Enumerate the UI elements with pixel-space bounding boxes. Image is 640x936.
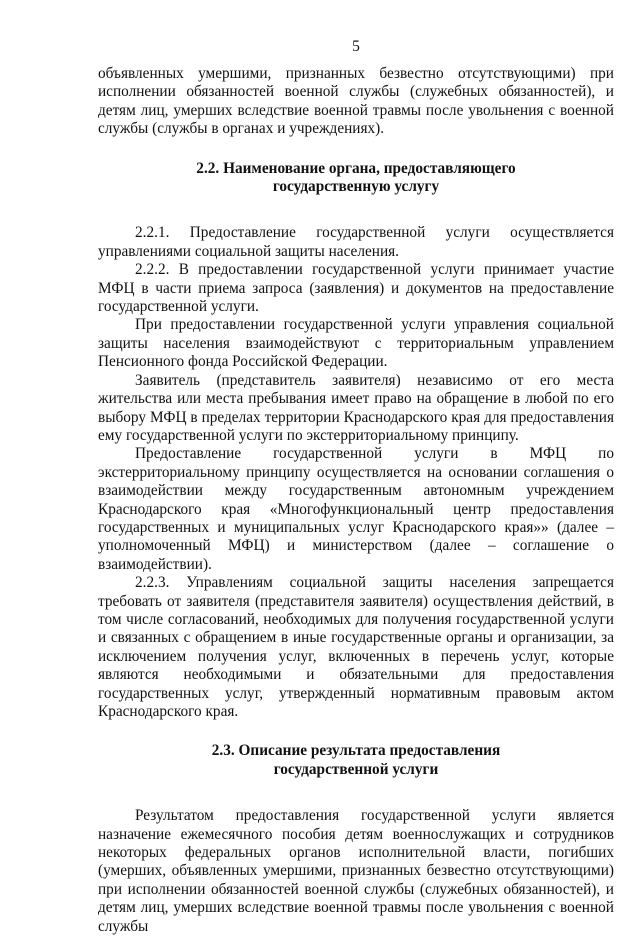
paragraph-2-2-1: 2.2.1. Предоставление государственной услуги осуществляется управлениями социальной защиты населения. <box>98 224 614 260</box>
paragraph-mfc-agreement: Предоставление государственной услуги в МФЦ по экстерриториальному принципу осуществляется на основании соглашения о взаимодействии между государственным автономным учреждением Краснодарского края «Многофункциональный центр предоставления государственных и муниципальных услуг Краснодарского края»» (далее – уполномоченный МФЦ) и министерством (далее – соглашение о взаимодействии). <box>98 445 614 573</box>
paragraph-2-2-2: 2.2.2. В предоставлении государственной услуги принимает участие МФЦ в части приема запроса (заявления) и документов на предоставление государственной услуги. <box>98 261 614 316</box>
intro-paragraph: объявленных умершими, признанных безвестно отсутствующими) при исполнении обязанностей военной службы (служебных обязанностей), и детям лиц, умерших вследствие военной травмы после увольнения с военной службы (службы в органах и учреждениях). <box>98 65 614 138</box>
paragraph-pension-fund: При предоставлении государственной услуги управления социальной защиты населения взаимодействуют с территориальным управлением Пенсионного фонда Российской Федерации. <box>98 316 614 371</box>
section-2-2-heading-line2: государственную услугу <box>272 178 440 196</box>
section-2-2-heading-line1: 2.2. Наименование органа, предоставляющего <box>196 159 516 177</box>
paragraph-2-2-3: 2.2.3. Управлениям социальной защиты населения запрещается требовать от заявителя (представителя заявителя) осуществления действий, в том числе согласований, необходимых для получения государственной услуги и связанных с обращением в иные государственные органы и организации, за исключением получения услуг, включенных в перечень услуг, которые являются необходимыми и обязательными для предоставления государственных услуг, утвержденный нормативным правовым актом Краснодарского края. <box>98 574 614 720</box>
page-number: 5 <box>352 38 360 55</box>
section-2-2-heading <box>98 160 614 197</box>
section-2-3-heading-line1: 2.3. Описание результата предоставления <box>211 742 501 760</box>
section-2-3-heading <box>98 742 614 779</box>
paragraph-applicant-right: Заявитель (представитель заявителя) независимо от его места жительства или места пребывания имеет право на обращение в любой по его выбору МФЦ в пределах территории Краснодарского края для предоставления ему государственной услуги по экстерриториальному принципу. <box>98 371 614 444</box>
paragraph-2-3-result: Результатом предоставления государственной услуги является назначение ежемесячного пособия детям военнослужащих и сотрудников некоторых федеральных органов исполнительной власти, погибших (умерших, объявленных умершими, признанных безвестно отсутствующими) при исполнении обязанностей военной службы (служебных обязанностей), и детям лиц, умерших вследствие военной травмы после увольнения с военной службы <box>98 807 614 935</box>
section-2-3-heading-line2: государственной услуги <box>273 760 439 778</box>
